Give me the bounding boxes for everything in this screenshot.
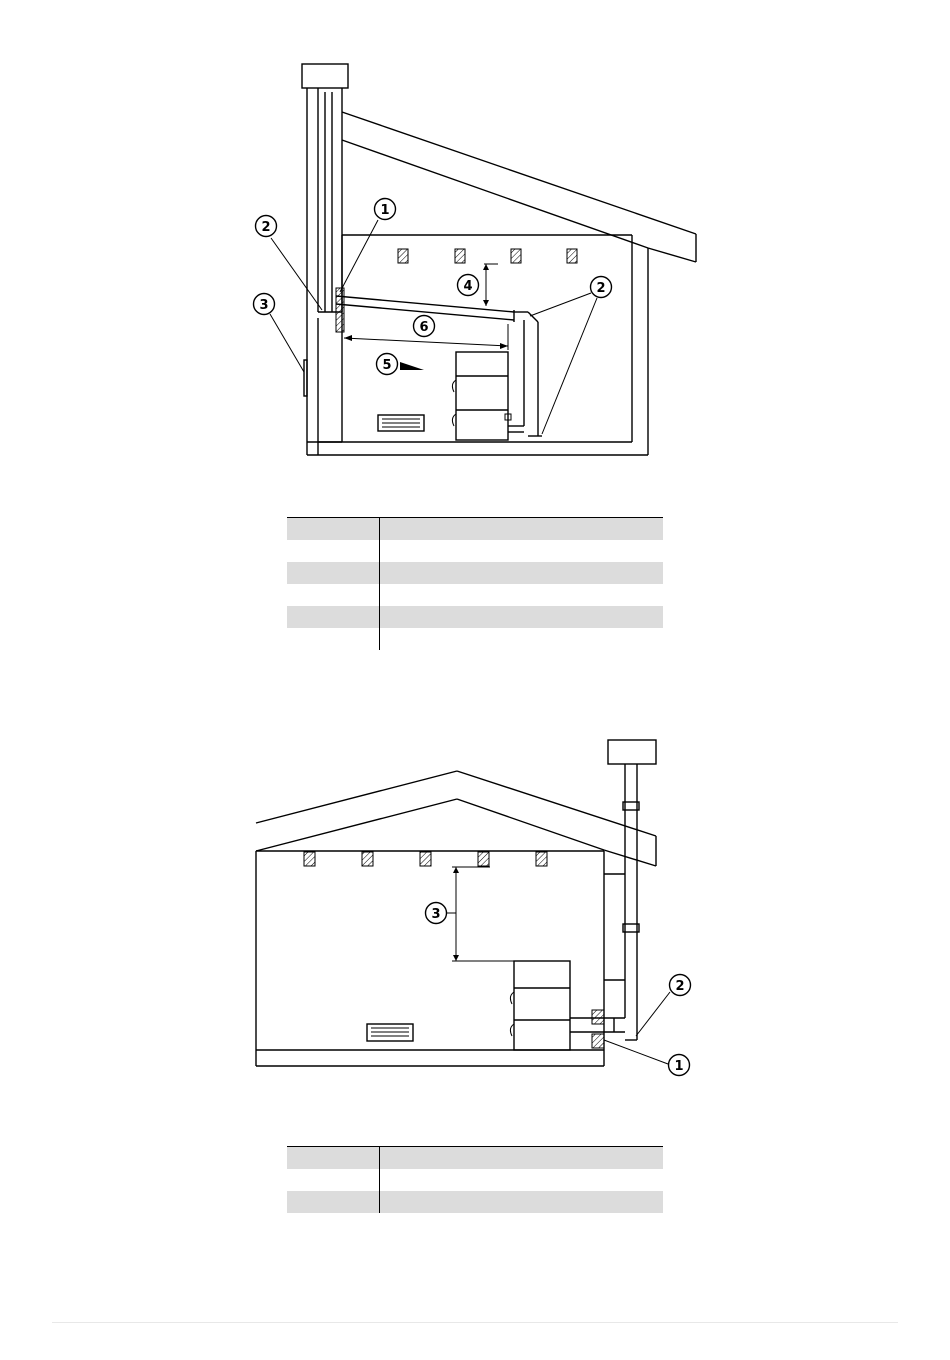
callout-1 (375, 199, 396, 220)
row-key (287, 1169, 380, 1191)
row-value (380, 628, 663, 650)
table-row (287, 1191, 663, 1213)
stove (452, 352, 511, 440)
callout-1 (669, 1055, 690, 1076)
svg-text:4: 4 (463, 279, 473, 294)
clearance-dimension (446, 867, 514, 961)
table-row (287, 1169, 663, 1191)
row-key (287, 1147, 380, 1169)
svg-text:2: 2 (596, 281, 606, 296)
row-key (287, 540, 380, 562)
row-value (380, 606, 663, 628)
svg-text:5: 5 (382, 358, 392, 373)
vent-grille (378, 415, 424, 431)
row-key (287, 584, 380, 606)
row-key (287, 1191, 380, 1213)
chimney-cap (608, 740, 656, 764)
table-row (287, 540, 663, 562)
row-value (380, 562, 663, 584)
roof (256, 771, 656, 866)
callout-5 (377, 354, 398, 375)
svg-text:2: 2 (261, 220, 271, 235)
table-row (287, 584, 663, 606)
clearance-dimension (483, 264, 498, 306)
chimney-cap (302, 64, 348, 88)
row-key (287, 606, 380, 628)
ceiling-joists (398, 249, 577, 263)
table-row (287, 628, 663, 650)
table-row (287, 606, 663, 628)
table-row (287, 562, 663, 584)
callout-3 (426, 903, 447, 924)
legend-table-bottom (287, 1146, 663, 1213)
svg-text:1: 1 (674, 1059, 684, 1074)
row-value (380, 540, 663, 562)
wall-thimble (592, 1010, 604, 1024)
bottom-figure (256, 740, 691, 1076)
row-key (287, 628, 380, 650)
slope-indicator (400, 362, 424, 370)
callout-3 (254, 294, 275, 315)
top-figure (254, 64, 697, 455)
cleanout-door (304, 360, 307, 396)
svg-text:3: 3 (431, 907, 441, 922)
svg-text:6: 6 (419, 320, 429, 335)
callout-2-left (256, 216, 277, 237)
chimney-pipe (623, 764, 639, 1040)
table-row (287, 518, 663, 540)
row-value (380, 1191, 663, 1213)
legend-table-top (287, 517, 663, 650)
callout-4 (458, 275, 479, 296)
callout-6 (414, 316, 435, 337)
callout-2-right (591, 277, 612, 298)
row-value (380, 1169, 663, 1191)
footer-divider (52, 1322, 898, 1323)
chimney-shaft (307, 88, 342, 455)
leader-lines (270, 220, 597, 434)
row-value (380, 584, 663, 606)
svg-text:1: 1 (380, 203, 390, 218)
row-key (287, 518, 380, 540)
table-row (287, 1147, 663, 1169)
svg-text:2: 2 (675, 979, 685, 994)
row-key (287, 562, 380, 584)
ceiling-joists (304, 852, 547, 866)
row-value (380, 518, 663, 540)
wall-thimble-lower (592, 1034, 604, 1048)
roof (342, 112, 696, 262)
vent-grille (367, 1024, 413, 1041)
wall-thimble (336, 288, 344, 332)
row-value (380, 1147, 663, 1169)
callout-2 (670, 975, 691, 996)
svg-text:3: 3 (259, 298, 269, 313)
stove (510, 961, 570, 1050)
